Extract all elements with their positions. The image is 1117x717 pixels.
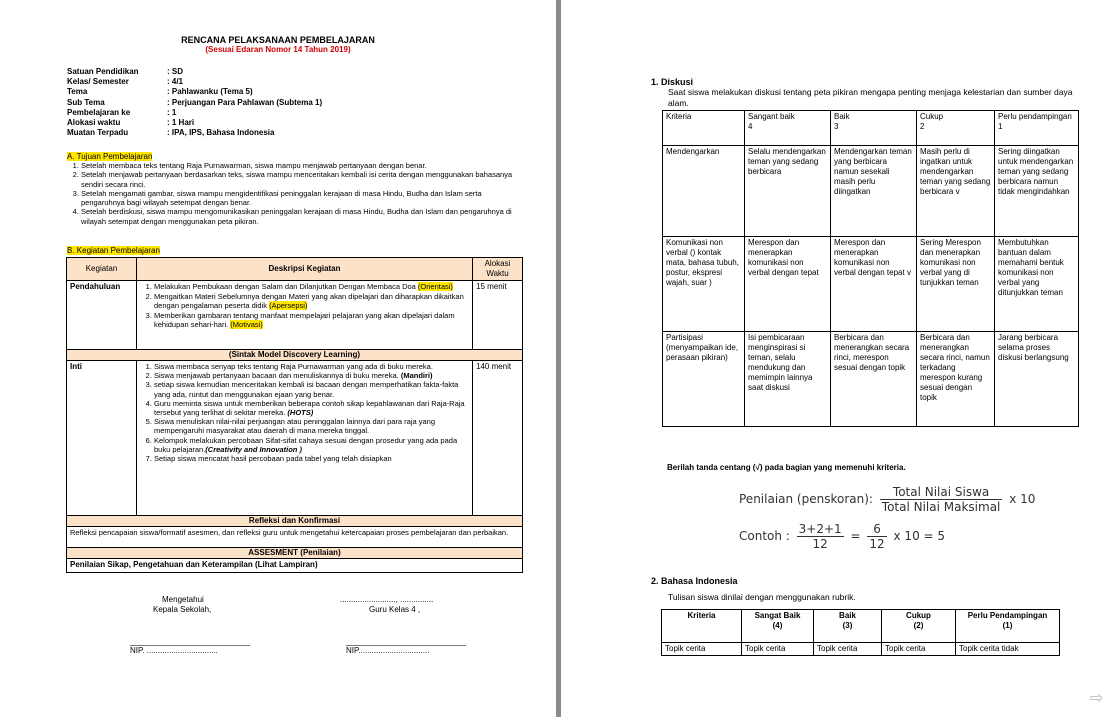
identity-row xyxy=(67,77,183,87)
rubric2-cell: Topik cerita xyxy=(742,643,814,656)
rubric2-cell: Topik cerita xyxy=(882,643,956,656)
formula-multiplier: x 10 xyxy=(1009,492,1036,506)
rubric-cell: Berbicara dan menerangkan secara rinci, namun terkadang merespon kurang sesuai dengan topik xyxy=(917,332,995,427)
sig-nip-left: NIP. ................................ xyxy=(130,646,218,655)
pendahuluan-item-text: Mengaitkan Materi Sebelumnya dengan Materi yang akan dipelajari dan diharapkan dikaitkan dengan pengalaman peserta didik xyxy=(154,291,464,310)
contoh-eq: = xyxy=(850,529,861,543)
inti-item xyxy=(154,454,469,463)
rubric2-header-row xyxy=(662,610,1060,643)
inti-item-text: Guru meminta siswa untuk memberikan beberapa contoh sikap kepahlawanan dari Raja-Raja tersebut yang terlihat di sekitar mereka. xyxy=(154,398,465,418)
pendahuluan-item xyxy=(154,311,469,330)
next-page-arrow-icon[interactable]: ⇨ xyxy=(1090,690,1104,707)
identity-value: : IPA, IPS, Bahasa Indonesia xyxy=(167,128,275,138)
sintak-label: (Sintak Model Discovery Learning) xyxy=(67,350,523,361)
pendahuluan-item-tag: (Motivasi) xyxy=(230,320,263,329)
inti-item-tag: (Mandiri) xyxy=(400,371,433,381)
col-alokasi: Alokasi Waktu xyxy=(473,258,523,281)
inti-item-tag: (HOTS) xyxy=(287,408,314,418)
rubric-cell: Jarang berbicara selama proses diskusi berlangsung xyxy=(995,332,1079,427)
rubric2-header-cell: Perlu Pendampingan (1) xyxy=(956,610,1060,643)
identity-row xyxy=(67,87,253,97)
identity-row xyxy=(67,128,274,138)
kegiatan-table xyxy=(66,257,523,573)
pendahuluan-item xyxy=(154,292,469,311)
rpp-subtitle: (Sesuai Edaran Nomor 14 Tahun 2019) xyxy=(205,45,351,54)
inti-item-text: Siswa menjawab pertanyaan bacaan dan menuliskannya di buku mereka. xyxy=(154,371,401,381)
refleksi-label: Refleksi dan Konfirmasi xyxy=(67,516,523,527)
rubric-criteria-cell: Mendengarkan xyxy=(663,146,745,237)
document-page-1 xyxy=(0,0,556,717)
inti-item-text: Siswa membaca senyap teks tentang Raja Purnawarman yang ada di buku mereka. xyxy=(154,362,433,371)
inti-item-tag: (Creativity and Innovation ) xyxy=(205,444,302,454)
rubric-cell: Sering Merespon dan menerapkan komunikasi non verbal yang di tunjukkan teman xyxy=(917,237,995,332)
rubric-header-cell: Perlu pendampingan 1 xyxy=(995,111,1079,146)
asesmen-text: Penilaian Sikap, Pengetahuan dan Keterampilan (Lihat Lampiran) xyxy=(67,559,523,573)
col-kegiatan: Kegiatan xyxy=(67,258,137,281)
rubric2-cell: Topik cerita tidak xyxy=(956,643,1060,656)
inti-label: Inti xyxy=(67,361,137,516)
identity-row xyxy=(67,118,194,128)
identity-value: : 1 Hari xyxy=(167,118,195,127)
sig-kepala: Kepala Sekolah, xyxy=(153,605,212,614)
rubric-header-cell: Sangant baik 4 xyxy=(745,111,831,146)
identity-value: : Pahlawanku (Tema 5) xyxy=(167,87,253,97)
sig-line-right: ___________________________ xyxy=(346,637,467,646)
rubric-cell: Masih perlu di ingatkan untuk mendengarkan teman yang sedang berbicara v xyxy=(917,146,995,237)
identity-label: Sub Tema xyxy=(67,97,105,107)
tujuan-item: 3. Setelah mengamati gambar, siswa mampu mengidentifikasi peninggalan kerajaan di masa Hindu, Budha dan Islam serta pengaruhnya bagi wilayah setempat dengan benar. xyxy=(81,189,521,208)
contoh-num2: 6 xyxy=(867,522,886,537)
rubric2-cell: Topik cerita xyxy=(662,643,742,656)
identity-row xyxy=(67,67,183,77)
formula-numerator: Total Nilai Siswa xyxy=(880,485,1003,500)
rubric-row xyxy=(663,237,1079,332)
identity-value: : 1 xyxy=(167,107,177,117)
inti-item xyxy=(154,362,469,371)
rubric-cell: Merespon dan menerapkan komunikasi non verbal dengan tepat v xyxy=(831,237,917,332)
identity-label: Kelas/ Semester xyxy=(67,77,129,87)
rubric-criteria-cell: Partisipasi (menyampaikan ide, perasaan pikiran) xyxy=(663,332,745,427)
tujuan-item: 4. Setelah berdiskusi, siswa mampu mengomunikasikan peninggalan kerajaan di masa Hindu, Budha dan Islam dan pengaruhnya di wilayah setempat dengan menggunakan peta pikiran. xyxy=(81,207,521,226)
identity-label: Alokasi waktu xyxy=(67,118,121,127)
pendahuluan-item xyxy=(154,282,469,292)
rubric-bahasa-table xyxy=(661,609,1060,656)
identity-row xyxy=(67,108,176,118)
identity-label: Tema xyxy=(67,87,88,97)
pendahuluan-item-tag: (Apersepsi) xyxy=(269,301,308,310)
rubric2-cell: Topik cerita xyxy=(814,643,882,656)
bahasa-heading: 2. Bahasa Indonesia xyxy=(651,576,738,586)
contoh-den: 12 xyxy=(812,537,828,551)
formula-label: Penilaian (penskoran): xyxy=(739,492,873,506)
rubric-header-cell: Baik 3 xyxy=(831,111,917,146)
inti-item-text: Setiap siswa mencatat hasil percobaan pada tabel yang telah disiapkan xyxy=(154,454,392,464)
pendahuluan-time: 15 menit xyxy=(473,281,523,350)
inti-item xyxy=(154,371,469,380)
inti-list xyxy=(140,362,469,463)
tujuan-list xyxy=(67,161,521,226)
rubric-cell: Sering diingatkan untuk mendengarkan teman yang sedang berbicara namun tidak mengindahkan xyxy=(995,146,1079,237)
contoh-num: 3+2+1 xyxy=(798,522,842,536)
sig-nip-right: NIP................................ xyxy=(346,646,430,655)
identity-value: : Perjuangan Para Pahlawan (Subtema 1) xyxy=(167,97,323,107)
sig-mengetahui: Mengetahui xyxy=(162,595,204,604)
sig-date-line: ........................., ............... xyxy=(340,595,434,604)
document-page-2 xyxy=(561,0,1117,717)
tujuan-item: 2. Setelah menjawab pertanyaan berdasarkan teks, siswa mampu menceritakan kembali isi cerita dengan menggunakan bahasanya sendiri secara rinci. xyxy=(81,170,521,189)
identity-value: : SD xyxy=(167,67,183,76)
rubric-cell: Membutuhkan bantuan dalam memahami bentuk komunikasi non verbal yang ditunjukkan teman xyxy=(995,237,1079,332)
rubric2-header-cell: Cukup (2) xyxy=(882,610,956,643)
refleksi-text: Refleksi pencapaian siswa/formatif asesmen, dan refleksi guru untuk mengetahui ketercapaian proses pembelajaran dan perbaikan. xyxy=(67,527,523,548)
identity-label: Pembelajaran ke xyxy=(67,107,131,117)
rubric-cell: Berbicara dan menerangkan secara rinci, merespon sesuai dengan topik xyxy=(831,332,917,427)
inti-item-text: Siswa menuliskan nilai-nilai perjuangan atau peninggalan lainnya dari para raja yang mempengaruhi masyarakat atau daerah di mana mereka tinggal. xyxy=(154,417,436,436)
rubric-criteria-cell: Komunikasi non verbal () kontak mata, bahasa tubuh, postur, ekspresi wajah, suar ) xyxy=(663,237,745,332)
inti-item xyxy=(154,417,469,435)
inti-item-text: Kelompok melakukan percobaan Sifat-sifat cahaya sesuai dengan prosedur yang ada pada buku pelajaran. xyxy=(154,435,458,454)
inti-time: 140 menit xyxy=(473,361,523,516)
rubric-diskusi-table xyxy=(662,110,1079,427)
rubric-row xyxy=(663,146,1079,237)
rubric2-row xyxy=(662,643,1060,656)
pendahuluan-list xyxy=(140,282,469,330)
rubric-cell: Mendengarkan teman yang berbicara namun sesekali masih perlu diingatkan xyxy=(831,146,917,237)
identity-row xyxy=(67,98,322,108)
identity-value: : 4/1 xyxy=(167,77,184,87)
diskusi-heading: 1. Diskusi xyxy=(651,77,694,87)
rubric2-header-cell: Baik (3) xyxy=(814,610,882,643)
rubric-header-cell: Cukup 2 xyxy=(917,111,995,146)
rubric-row xyxy=(663,332,1079,427)
diskusi-desc: Saat siswa melakukan diskusi tentang peta pikiran mengapa penting menjaga kelestarian dan sumber daya alam. xyxy=(668,87,1073,108)
formula-denominator: Total Nilai Maksimal xyxy=(881,500,1001,514)
contoh-result: x 10 = 5 xyxy=(893,529,946,543)
inti-item-text: setiap siswa kemudian menceritakan kembali isi bacaan dengan memperhatikan fakta-fakta yang ada, runtut dan menggunakan ejaan yang benar. xyxy=(154,380,459,399)
rubric-cell: Isi pembicaraan menginspirasi si teman, selalu mendukung dan memimpin lainnya saat diskusi xyxy=(745,332,831,427)
bahasa-desc: Tulisan siswa dinilai dengan menggunakan rubrik. xyxy=(668,592,856,602)
identity-label: Muatan Terpadu xyxy=(67,128,129,138)
contoh-den2: 12 xyxy=(869,537,885,551)
pendahuluan-item-text: Melakukan Pembukaan dengan Salam dan Dilanjutkan Dengan Membaca Doa xyxy=(154,282,418,291)
rubric-cell: Merespon dan menerapkan komunikasi non verbal dengan tepat xyxy=(745,237,831,332)
sig-guru: Guru Kelas 4 , xyxy=(369,605,421,614)
tujuan-item: 1. Setelah membaca teks tentang Raja Purnawarman, siswa mampu menjawab pertanyaan dengan benar. xyxy=(81,161,521,170)
contoh-formula xyxy=(739,522,945,551)
rubric-header-cell: Kriteria xyxy=(663,111,745,146)
rpp-title: RENCANA PELAKSANAAN PEMBELAJARAN xyxy=(181,35,375,45)
identity-label: Satuan Pendidikan xyxy=(67,67,139,76)
rubric2-header-cell: Sangat Baik (4) xyxy=(742,610,814,643)
inti-item xyxy=(154,399,469,417)
rubric-cell: Selalu mendengarkan teman yang sedang berbicara xyxy=(745,146,831,237)
contoh-fraction-1 xyxy=(797,522,844,551)
centang-note: Berilah tanda centang (√) pada bagian yang memenuhi kriteria. xyxy=(667,463,906,472)
sig-line-left: ___________________________ xyxy=(130,637,251,646)
tujuan-heading: A. Tujuan Pembelajaran xyxy=(67,152,153,161)
formula-fraction xyxy=(880,485,1003,514)
col-deskripsi: Deskripsi Kegiatan xyxy=(137,258,473,281)
inti-item xyxy=(154,380,469,398)
rubric-header-row xyxy=(663,111,1079,146)
scoring-formula xyxy=(739,485,1035,514)
pendahuluan-item-text: Memberikan gambaran tentang manfaat mempelajari pelajaran yang akan dipelajari dalam kehidupan sehari-hari. xyxy=(154,310,455,329)
contoh-fraction-2 xyxy=(867,522,886,551)
asesmen-label: ASSESMENT (Penilaian) xyxy=(67,548,523,559)
contoh-label: Contoh : xyxy=(739,529,790,543)
pendahuluan-item-tag: (Orientasi) xyxy=(417,282,453,291)
rubric2-header-cell: Kriteria xyxy=(662,610,742,643)
kegiatan-heading: B. Kegiatan Pembelajaran xyxy=(67,246,160,255)
pendahuluan-label: Pendahuluan xyxy=(67,281,137,350)
inti-item xyxy=(154,436,469,454)
